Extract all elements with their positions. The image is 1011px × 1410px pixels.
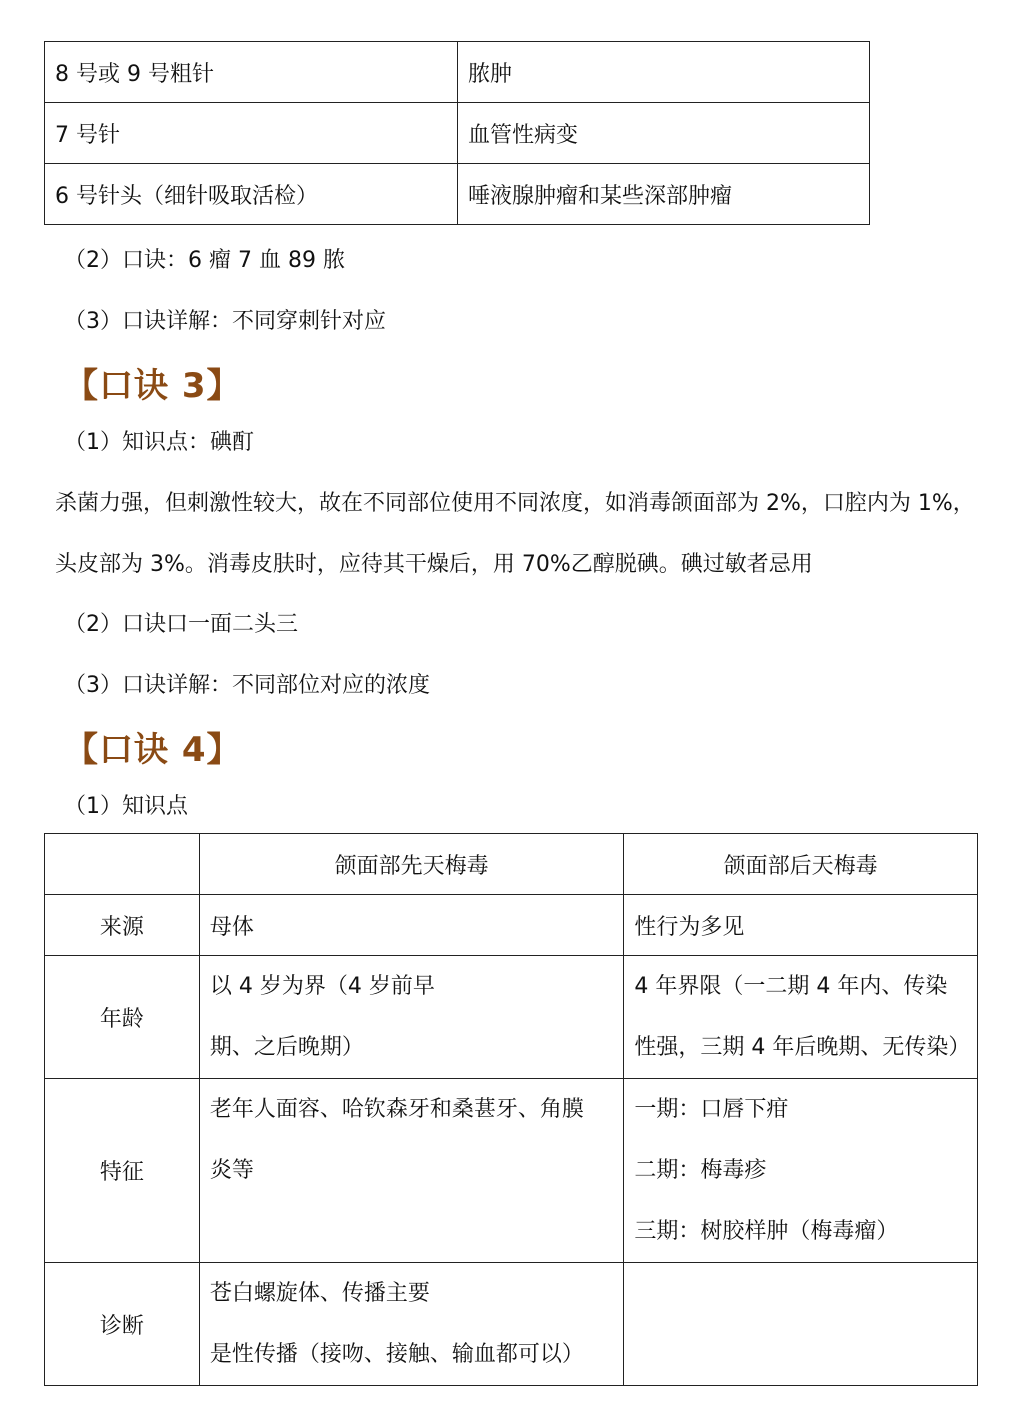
- cell-line: 苍白螺旋体、传播主要: [209, 1281, 430, 1306]
- header-cell: 颌面部后天梅毒: [624, 834, 978, 895]
- table-row: [45, 164, 870, 225]
- cell-line: 以 4 岁为界（4 岁前早: [209, 974, 435, 999]
- table-cell: 7 号针: [45, 103, 458, 164]
- cell-line: 老年人面容、哈钦森牙和桑葚牙、角膜: [209, 1097, 584, 1122]
- section-heading: 【口诀 4】: [64, 730, 242, 770]
- table-row: [45, 956, 978, 1079]
- cell-line: 二期：梅毒疹: [634, 1158, 767, 1183]
- cell-line: 三期：树胶样肿（梅毒瘤）: [634, 1219, 899, 1244]
- row-label: 年龄: [45, 956, 200, 1079]
- cell-line: 4 年界限（一二期 4 年内、传染: [634, 974, 948, 999]
- table-cell: [199, 1263, 624, 1386]
- cell-line: 炎等: [209, 1158, 254, 1183]
- table-cell: 性行为多见: [624, 895, 978, 956]
- syphilis-table: [44, 833, 978, 1386]
- explain-text: （3）口诀详解：不同穿刺针对应: [64, 309, 386, 334]
- mnemonic-text: （2）口诀：6 瘤 7 血 89 脓: [64, 248, 345, 273]
- header-cell: 颌面部先天梅毒: [199, 834, 624, 895]
- table-cell: 母体: [199, 895, 624, 956]
- needle-table: [44, 41, 870, 225]
- row-label: 诊断: [45, 1263, 200, 1386]
- body-text: 头皮部为 3%。消毒皮肤时，应待其干燥后，用 70%乙醇脱碘。碘过敏者忌用: [55, 552, 813, 577]
- table-cell: [624, 956, 978, 1079]
- row-label: 特征: [45, 1079, 200, 1263]
- table-cell: [199, 1079, 624, 1263]
- table-row: [45, 42, 870, 103]
- knowledge-point: （1）知识点：碘酊: [64, 430, 254, 455]
- table-cell: 唾液腺肿瘤和某些深部肿瘤: [458, 164, 870, 225]
- cell-line: 期、之后晚期）: [209, 1035, 364, 1060]
- table-cell: 6 号针头（细针吸取活检）: [45, 164, 458, 225]
- section-heading: 【口诀 3】: [64, 366, 242, 406]
- table-row: [45, 103, 870, 164]
- table-cell: 血管性病变: [458, 103, 870, 164]
- table-cell: 8 号或 9 号粗针: [45, 42, 458, 103]
- table-cell: [624, 1079, 978, 1263]
- knowledge-point: （1）知识点: [64, 794, 188, 819]
- table-cell: 脓肿: [458, 42, 870, 103]
- table-row: [45, 1079, 978, 1263]
- table-row: [45, 1263, 978, 1386]
- table-header-row: [45, 834, 978, 895]
- header-cell: [45, 834, 200, 895]
- table-cell: [199, 956, 624, 1079]
- table-cell: [624, 1263, 978, 1386]
- row-label: 来源: [45, 895, 200, 956]
- body-text: 杀菌力强，但刺激性较大，故在不同部位使用不同浓度，如消毒颌面部为 2%，口腔内为 1%，: [55, 491, 975, 516]
- cell-line: 是性传播（接吻、接触、输血都可以）: [209, 1342, 584, 1367]
- mnemonic-text: （2）口诀口一面二头三: [64, 612, 298, 637]
- explain-text: （3）口诀详解：不同部位对应的浓度: [64, 673, 430, 698]
- cell-line: 一期：口唇下疳: [634, 1097, 789, 1122]
- cell-line: 性强，三期 4 年后晚期、无传染）: [634, 1035, 971, 1060]
- table-row: [45, 895, 978, 956]
